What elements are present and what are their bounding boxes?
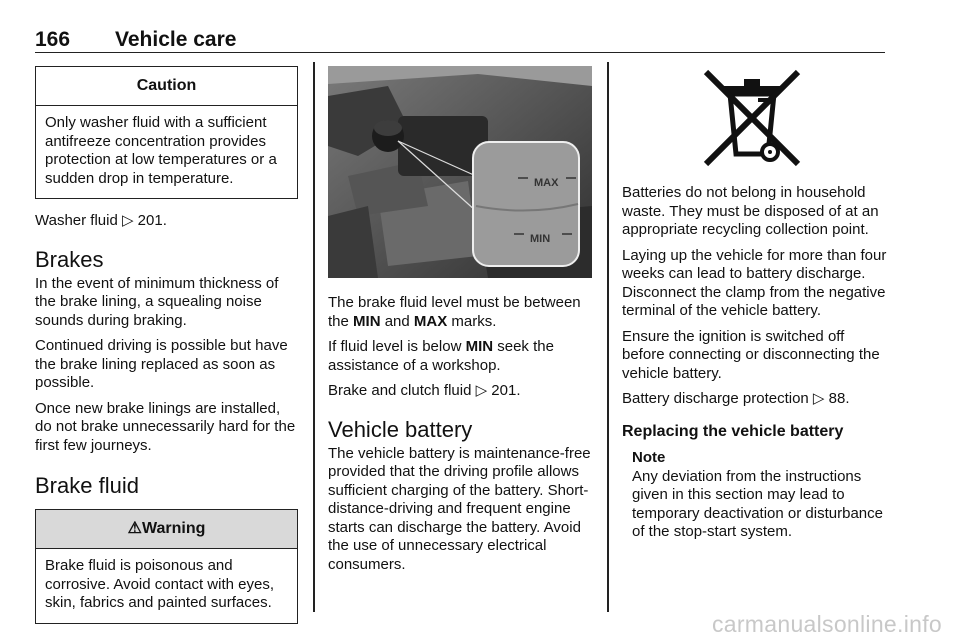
brakes-paragraph-2: Continued driving is possible but have the brake lining replaced as soon as possible. bbox=[35, 337, 288, 391]
replacing-battery-heading: Replacing the vehicle battery bbox=[622, 422, 844, 440]
note-body: Any deviation from the instructions given in this section may lead to temporary deactivation or disturbance of the stop-start system. bbox=[632, 467, 883, 540]
note-title: Note bbox=[632, 449, 666, 466]
brake-fluid-heading: Brake fluid bbox=[35, 473, 139, 498]
battery-paragraph: The vehicle battery is maintenance-free provided that the driving profile allows sufficient charging of the battery. Short-distance-driving and frequent engine starts can discharge the battery. Avoid the use of unnecessary electrical consumers. bbox=[328, 444, 591, 573]
warning-header bbox=[36, 510, 297, 549]
brakes-heading: Brakes bbox=[35, 246, 104, 272]
brakes-paragraph-1: In the event of minimum thickness of the brake lining, a squealing noise sounds during braking. bbox=[35, 274, 279, 329]
warning-icon: ⚠ bbox=[127, 520, 142, 537]
max-mark-label: MAX bbox=[534, 177, 559, 189]
page-title: Vehicle care bbox=[115, 28, 237, 51]
discharge-protection-ref: Battery discharge protection ▷ 88. bbox=[622, 390, 850, 407]
fluid-level-text: The brake fluid level must be between the MIN and MAX marks. bbox=[328, 294, 581, 330]
column-divider-1 bbox=[313, 62, 315, 612]
caution-body: Only washer fluid with a sufficient antifreeze concentration provides protection at low temperatures or a sudden drop in temperature. bbox=[45, 114, 277, 187]
column-left bbox=[35, 66, 298, 624]
brakes-paragraph-3: Once new brake linings are installed, do not brake unnecessarily hard for the first few journeys. bbox=[35, 399, 296, 454]
caution-box bbox=[35, 66, 298, 199]
warning-title: Warning bbox=[141, 520, 206, 537]
crossed-bin-recycling-icon bbox=[700, 66, 804, 170]
warning-body: Brake fluid is poisonous and corrosive. Avoid contact with eyes, skin, fabrics and painted surfaces. bbox=[45, 557, 274, 611]
brake-fluid-reservoir-photo bbox=[328, 66, 592, 278]
caution-title: Caution bbox=[36, 67, 297, 106]
column-right bbox=[622, 184, 890, 542]
column-divider-2 bbox=[607, 62, 609, 612]
page-number: 166 bbox=[35, 28, 71, 51]
battery-disposal-text: Batteries do not belong in household waste. They must be disposed of at an appropriate recycling collection point. bbox=[622, 184, 879, 238]
column-middle bbox=[328, 294, 594, 581]
washer-fluid-ref: Washer fluid ▷ 201. bbox=[35, 212, 167, 229]
warning-box bbox=[35, 509, 298, 624]
fluid-below-text: If fluid level is below MIN seek the assistance of a workshop. bbox=[328, 338, 554, 374]
page-header bbox=[35, 28, 885, 53]
ignition-text: Ensure the ignition is switched off before connecting or disconnecting the vehicle battery. bbox=[622, 327, 880, 382]
watermark: carmanualsonline.info bbox=[711, 611, 942, 637]
min-mark-label: MIN bbox=[530, 233, 551, 245]
clutch-fluid-ref: Brake and clutch fluid ▷ 201. bbox=[328, 382, 521, 399]
laying-up-text: Laying up the vehicle for more than four weeks can lead to battery discharge. Disconnect the clamp from the negative terminal of the vehicle battery. bbox=[622, 246, 887, 319]
note-block bbox=[622, 449, 890, 542]
vehicle-battery-heading: Vehicle battery bbox=[328, 416, 473, 442]
